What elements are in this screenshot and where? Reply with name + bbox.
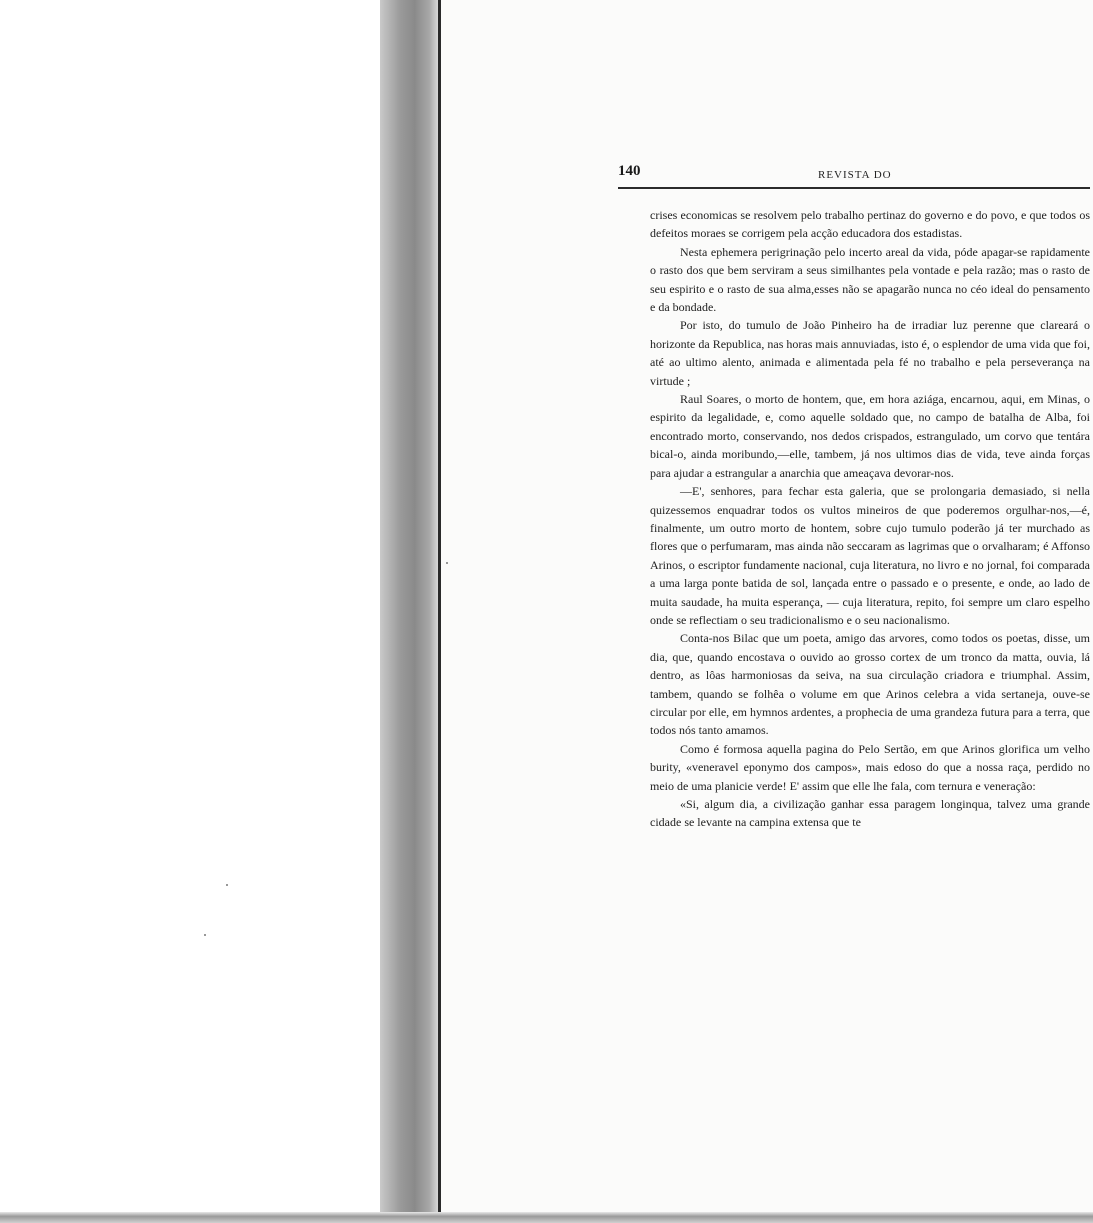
- page-number: 140: [618, 163, 641, 179]
- paper-speck: [226, 884, 228, 886]
- paragraph: Por isto, do tumulo de João Pinheiro ha de irradiar luz perenne que clareará o horizonte da Republica, nas horas mais annuviadas, isto é, o esplendor de uma vida que foi, até ao ultimo alento, animada e alimentada pela fé no trabalho e pela perseverança na virtude ;: [650, 318, 1090, 388]
- page-header: [618, 163, 1090, 189]
- page-bottom-edge: [0, 1212, 1093, 1223]
- paragraph: Conta-nos Bilac que um poeta, amigo das arvores, como todos os poetas, disse, um dia, que, quando encostava o ouvido ao grosso cortex de um tronco da matta, ouvia, lá dentro, as lôas harmoniosas da seiva, na sua circulação criadora e triumphal. Assim, tambem, quando se folhêa o volume em que Arinos celebra a vida sertaneja, ouve-se circular por elle, em hymnos ardentes, a prophecia de uma grandeza futura para a terra, que todos nós tanto amamos.: [650, 631, 1090, 738]
- paragraph: Raul Soares, o morto de hontem, que, em hora aziága, encarnou, aqui, em Minas, o espirito da legalidade, e, como aquelle soldado que, no campo de batalha de Alba, foi encontrado morto, conservando, nos dedos crispados, estrangulado, um corvo que tentára bical-o, ainda moribundo,—elle, tambem, já nos ultimos dias de vida, teve ainda forças para ajudar a estrangular a anarchia que ameaçava devorar-nos.: [650, 392, 1090, 480]
- paragraph: Como é formosa aquella pagina do Pelo Sertão, em que Arinos glorifica um velho burity, «veneravel eponymo dos campos», mais edoso do que a nossa raça, perdido no meio de uma planicie verde! E' assim que elle lhe fala, com ternura e veneração:: [650, 741, 1090, 793]
- paragraph: «Si, algum dia, a civilização ganhar essa paragem longinqua, talvez uma grande cidade se levante na campina extensa que te: [650, 797, 1090, 830]
- paragraph: Nesta ephemera perigrinação pelo incerto areal da vida, póde apagar-se rapidamente o rasto dos que bem serviram a seus similhantes pela vontade e pela razão; mas o rasto de seu espirito e o rasto de sua alma,esses não se apagarão nunca no céo ideal do pensamento e da bondade.: [650, 244, 1090, 315]
- book-gutter: [380, 0, 438, 1223]
- left-blank-page: [0, 0, 380, 1223]
- running-head: REVISTA DO: [818, 169, 892, 181]
- paper-speck: [204, 934, 206, 936]
- paragraph: —E', senhores, para fechar esta galeria, que se prolongaria demasiado, si nella quizessemos enquadrar todos os vultos mineiros de que poderemos orgulhar-nos,—é, finalmente, um outro morto de hontem, sobre cujo tumulo poderão já ter murchado as flores que o perfumaram, mas ainda não seccaram as lagrimas que o orvalharam; é Affonso Arinos, o escriptor fundamente nacional, cuja literatura, no livro e no jornal, foi comparada a uma larga ponte batida de sol, lançada entre o passado e o presente, e onde, ao lado de muita saudade, ha muita esperança, — cuja literatura, repito, foi sempre um claro espelho onde se reflectiam o seu tradicionalismo e o seu nacionalismo.: [650, 484, 1090, 627]
- paper-speck: [446, 562, 448, 564]
- paragraph: crises economicas se resolvem pelo trabalho pertinaz do governo e do povo, e que todos os defeitos moraes se corrigem pela acção educadora dos estadistas.: [650, 208, 1090, 241]
- body-text: [650, 206, 1090, 832]
